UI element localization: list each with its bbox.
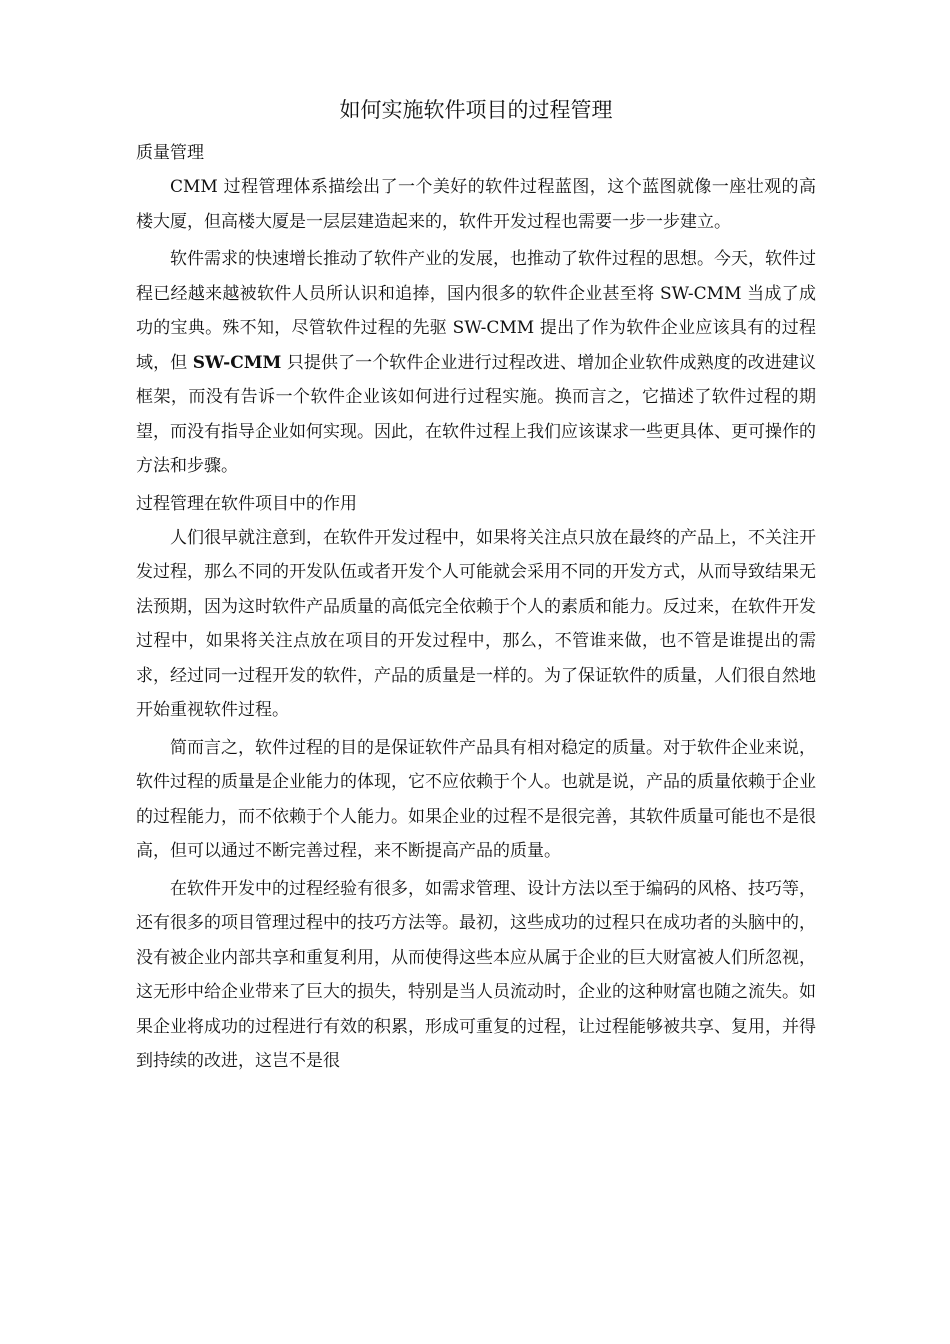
paragraph: 人们很早就注意到，在软件开发过程中，如果将关注点只放在最终的产品上，不关注开发过程，那么不同的开发队伍或者开发个人可能就会采用不同的开发方式，从而导致结果无法预期，因为这时软件产品质量的高低完全依赖于个人的素质和能力。反过来，在软件开发过程中，如果将关注点放在项目的开发过程中，那么，不管谁来做，也不管是谁提出的需求，经过同一过程开发的软件，产品的质量是一样的。为了保证软件的质量，人们很自然地开始重视软件过程。 (136, 527, 816, 720)
document-page (136, 88, 816, 1082)
paragraph: CMM 过程管理体系描绘出了一个美好的软件过程蓝图，这个蓝图就像一座壮观的高楼大厦，但高楼大厦是一层层建造起来的，软件开发过程也需要一步一步建立。 (136, 177, 816, 232)
paragraph-text: 软件需求的快速增长推动了软件产业的发展，也推动了软件过程的思想。今天，软件过程已经越来越被软件人员所认识和追捧，国内很多的软件企业甚至将 SW-CMM 当成了成功的宝典。殊不知，尽管软件过程的先驱 SW-CMM 提出了作为软件企业应该具有的过程域，但 (136, 249, 816, 373)
paragraph: 简而言之，软件过程的目的是保证软件产品具有相对稳定的质量。对于软件企业来说，软件过程的质量是企业能力的体现，它不应依赖于个人。也就是说，产品的质量依赖于企业的过程能力，而不依赖于个人能力。如果企业的过程不是很完善，其软件质量可能也不是很高，但可以通过不断完善过程，来不断提高产品的质量。 (136, 737, 816, 861)
paragraph: 在软件开发中的过程经验有很多，如需求管理、设计方法以至于编码的风格、技巧等，还有很多的项目管理过程中的技巧方法等。最初，这些成功的过程只在成功者的头脑中的，没有被企业内部共享和重复利用，从而使得这些本应从属于企业的巨大财富被人们所忽视，这无形中给企业带来了巨大的损失，特别是当人员流动时，企业的这种财富也随之流失。如果企业将成功的过程进行有效的积累，形成可重复的过程，让过程能够被共享、复用，并得到持续的改进，这岂不是很 (136, 878, 816, 1071)
section-heading-process-role: 过程管理在软件项目中的作用 (136, 493, 357, 514)
section-heading-quality-management: 质量管理 (136, 143, 204, 163)
bold-term: SW-CMM (192, 352, 282, 373)
document-title: 如何实施软件项目的过程管理 (339, 98, 613, 122)
paragraph-text: 只提供了一个软件企业进行过程改进、增加企业软件成熟度的改进建议框架，而没有告诉一个软件企业该如何进行过程实施。换而言之，它描述了软件过程的期望，而没有指导企业如何实现。因此，在软件过程上我们应该谋求一些更具体、更可操作的方法和步骤。 (136, 352, 817, 476)
paragraph (136, 242, 816, 484)
